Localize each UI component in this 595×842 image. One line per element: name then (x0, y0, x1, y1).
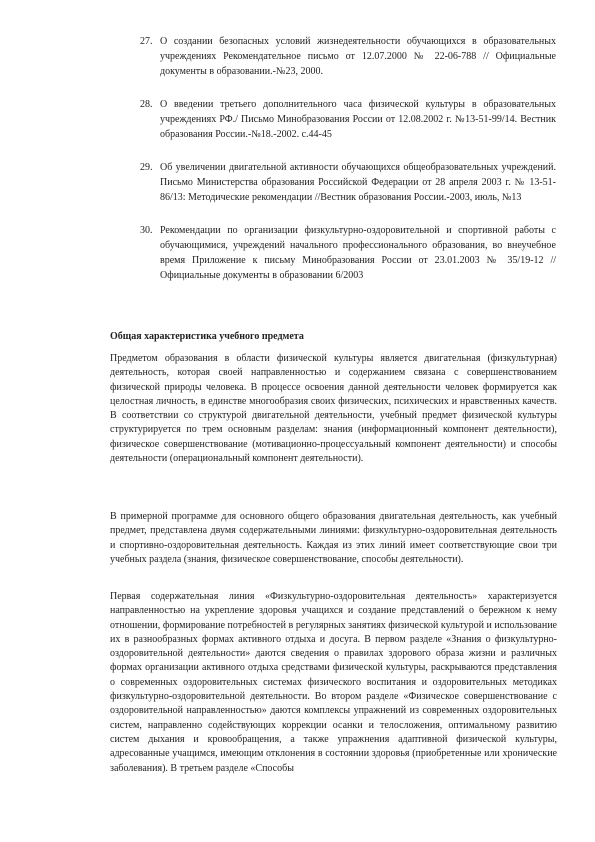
section-heading: Общая характеристика учебного предмета (110, 331, 304, 342)
reference-text: Рекомендации по организации физкультурно-оздоровительной и спортивной работы с обучающимися, учреждений начального профессионального образования, во внеучебное время Приложение к письму Минобразования России от 23.01.2003 № 35/19-12 //Официальные документы в образовании 6/2003 (160, 225, 556, 281)
reference-number: 27. (140, 36, 153, 47)
paragraph-text: Первая содержательная линия «Физкультурно-оздоровительная деятельность» характеризуется направленностью на укрепление здоровья учащихся и создание представлений о бережном к нему отношении, формирование потребностей в регулярных занятиях физической культурой и использование их в разнообразных формах активного отдыха и досуга. В первом разделе «Знания о физкультурно-оздоровительной деятельности» даются сведения о правилах здорового образа жизни и различных формах организации активного отдыха средствами физической культуры, раскрываются представления о современных оздоровительных системах физического воспитания и оздоровительных методиках физкультурно-оздоровительной деятельности. Во втором разделе «Физическое совершенствование с оздоровительной направленностью» даются комплексы упражнений из современных оздоровительных систем, направленно содействующих коррекции осанки и телосложения, оптимальному развитию систем дыхания и кровообращения, а также упражнения адаптивной физической культуры, адресованные учащимся, имеющим отклонения в состоянии здоровья (приобретенные или хронические заболевания). В третьем разделе «Способы (110, 591, 557, 774)
body-paragraph (110, 352, 557, 466)
reference-item (140, 34, 556, 79)
paragraph-text: Предметом образования в области физической культуры является двигательная (физкультурная) деятельность, которая своей направленностью и содержанием связана с совершенствованием физической природы человека. В процессе освоения данной деятельности человек формируется как целостная личность, в единстве многообразия своих физических, психических и нравственных качеств. В соответствии со структурой двигательной деятельности, учебный предмет физической культуры структурируется по трем основным разделам: знания (информационный компонент деятельности), физическое совершенствование (мотивационно-процессуальный компонент деятельности) и способы деятельности (операциональный компонент деятельности). (110, 353, 557, 465)
reference-item (140, 160, 556, 205)
body-paragraph (110, 510, 557, 567)
reference-number: 29. (140, 162, 153, 173)
reference-text: Об увеличении двигательной активности обучающихся общеобразовательных учреждений. Письмо Министерства образования Российской Федерации от 28 апреля 2003 г. № 13-51-86/13: Методические рекомендации //Вестник образования России.-2003, июль, №13 (160, 162, 556, 203)
reference-list (140, 34, 556, 301)
paragraph-text: В примерной программе для основного общего образования двигательная деятельность, как учебный предмет, представлена двумя содержательными линиями: физкультурно-оздоровительная деятельность и спортивно-оздоровительная деятельность. Каждая из этих линий имеет соответствующие свои три учебных раздела (знания, физическое совершенствование, способы деятельности). (110, 511, 557, 565)
reference-item (140, 97, 556, 142)
body-paragraph (110, 590, 557, 776)
reference-text: О введении третьего дополнительного часа физической культуры в образовательных учреждениях РФ./ Письмо Минобразования России от 12.08.2002 г. №13-51-99/14. Вестник образования России.-№18.-2002. с.44-45 (160, 99, 556, 140)
reference-text: О создании безопасных условий жизнедеятельности обучающихся в образовательных учреждениях Рекомендательное письмо от 12.07.2000 № 22-06-788 // Официальные документы в образовании.-№23, 2000. (160, 36, 556, 77)
reference-number: 30. (140, 225, 153, 236)
reference-item (140, 223, 556, 283)
reference-number: 28. (140, 99, 153, 110)
